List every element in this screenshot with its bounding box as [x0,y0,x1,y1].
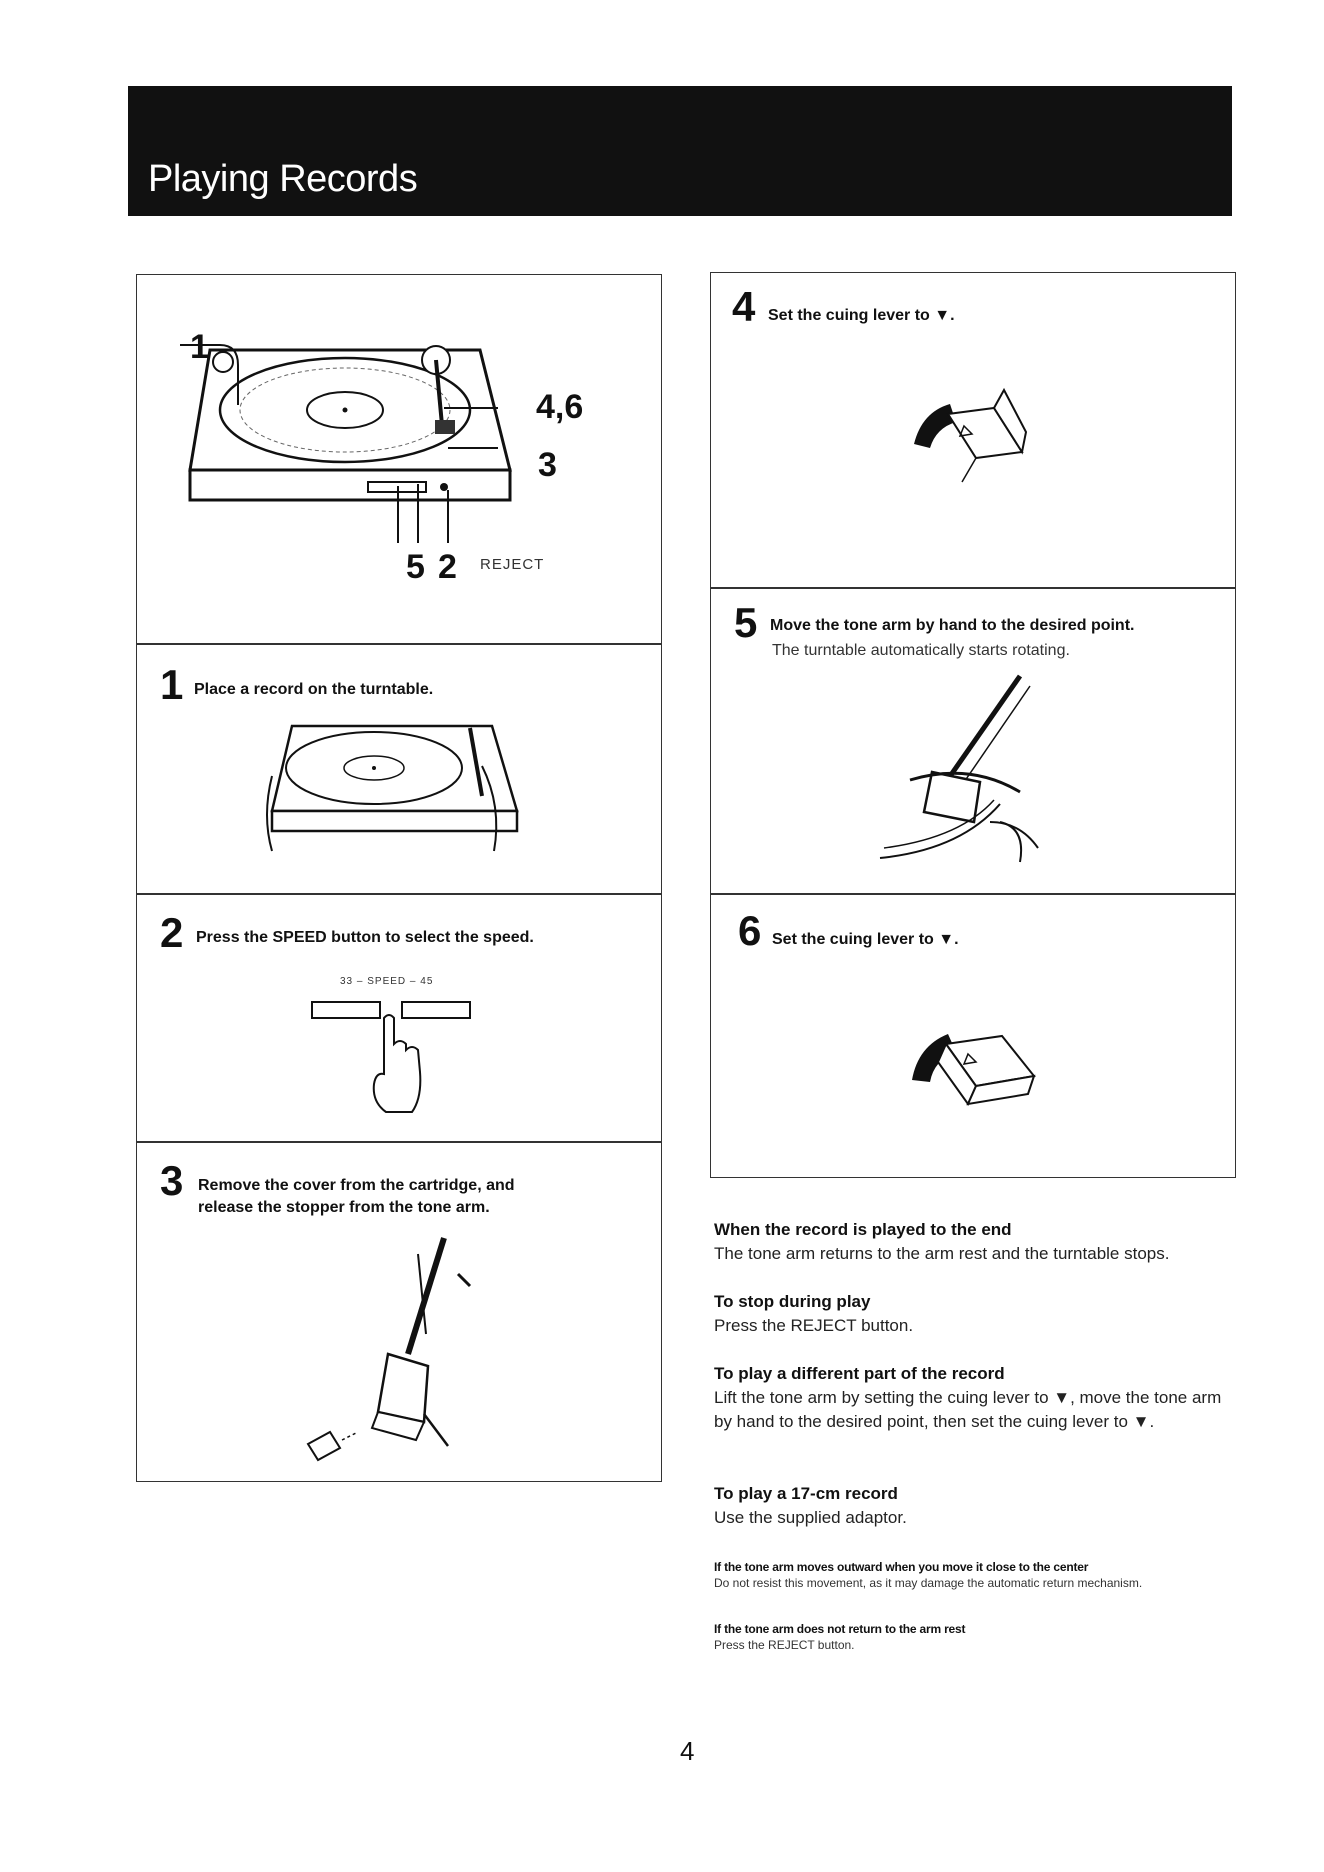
note-17cm-record-body: Use the supplied adaptor. [714,1508,907,1527]
note-different-part [714,1364,1234,1434]
note-end-of-record-body: The tone arm returns to the arm rest and the turntable stops. [714,1244,1170,1263]
callout-3: 3 [538,446,557,484]
speed-buttons-illustration [306,994,476,1114]
small-note-no-return-body: Press the REJECT button. [714,1638,855,1652]
small-note-outward-body: Do not resist this movement, as it may damage the automatic return mechanism. [714,1576,1143,1590]
step-3-number: 3 [160,1157,184,1204]
step-3-title: Remove the cover from the cartridge, and [198,1177,515,1194]
step-6-number: 6 [738,907,762,954]
small-note-outward [714,1560,1234,1590]
reject-label: REJECT [480,556,545,573]
cuing-lever-up-illustration [904,386,1034,496]
small-note-outward-head: If the tone arm moves outward when you move it close to the center [714,1560,1089,1574]
note-stop-during-play-head: To stop during play [714,1292,871,1311]
note-different-part-body: Lift the tone arm by setting the cuing lever to ▼, move the tone arm by hand to the desired point, then set the cuing lever to ▼. [714,1388,1222,1431]
step-5-title: Move the tone arm by hand to the desired point. [770,617,1135,634]
note-stop-during-play-body: Press the REJECT button. [714,1316,914,1335]
callout-1: 1 [190,328,209,366]
step-5-subtitle: The turntable automatically starts rotating. [772,642,1070,659]
callout-2: 2 [438,548,457,586]
placing-record-illustration [262,716,542,856]
cartridge-illustration [298,1234,498,1474]
tone-arm-move-illustration [870,672,1070,872]
step-6-title: Set the cuing lever to ▼. [772,931,959,948]
small-note-no-return-head: If the tone arm does not return to the arm rest [714,1622,966,1636]
step-3-title-line2: release the stopper from the tone arm. [198,1199,490,1216]
page-title: Playing Records [148,158,418,200]
cuing-lever-down-illustration [906,1020,1046,1120]
step-4-number: 4 [732,283,756,330]
step-5-number: 5 [734,599,758,646]
callout-5: 5 [406,548,425,586]
header-banner [128,86,1232,216]
step-4-title: Set the cuing lever to ▼. [768,307,955,324]
note-17cm-record [714,1484,1234,1530]
note-stop-during-play [714,1292,1234,1338]
step-2-title: Press the SPEED button to select the speed. [196,929,534,946]
step-1-title: Place a record on the turntable. [194,681,434,698]
step-2-number: 2 [160,909,184,956]
page-number: 4 [680,1736,695,1766]
note-end-of-record [714,1220,1234,1266]
callout-4-6: 4,6 [536,388,584,426]
speed-label: 33 – SPEED – 45 [340,976,434,987]
note-different-part-head: To play a different part of the record [714,1364,1005,1383]
step-1-number: 1 [160,661,184,708]
note-end-of-record-head: When the record is played to the end [714,1220,1012,1239]
small-note-no-return [714,1622,1234,1652]
note-17cm-record-head: To play a 17-cm record [714,1484,898,1503]
